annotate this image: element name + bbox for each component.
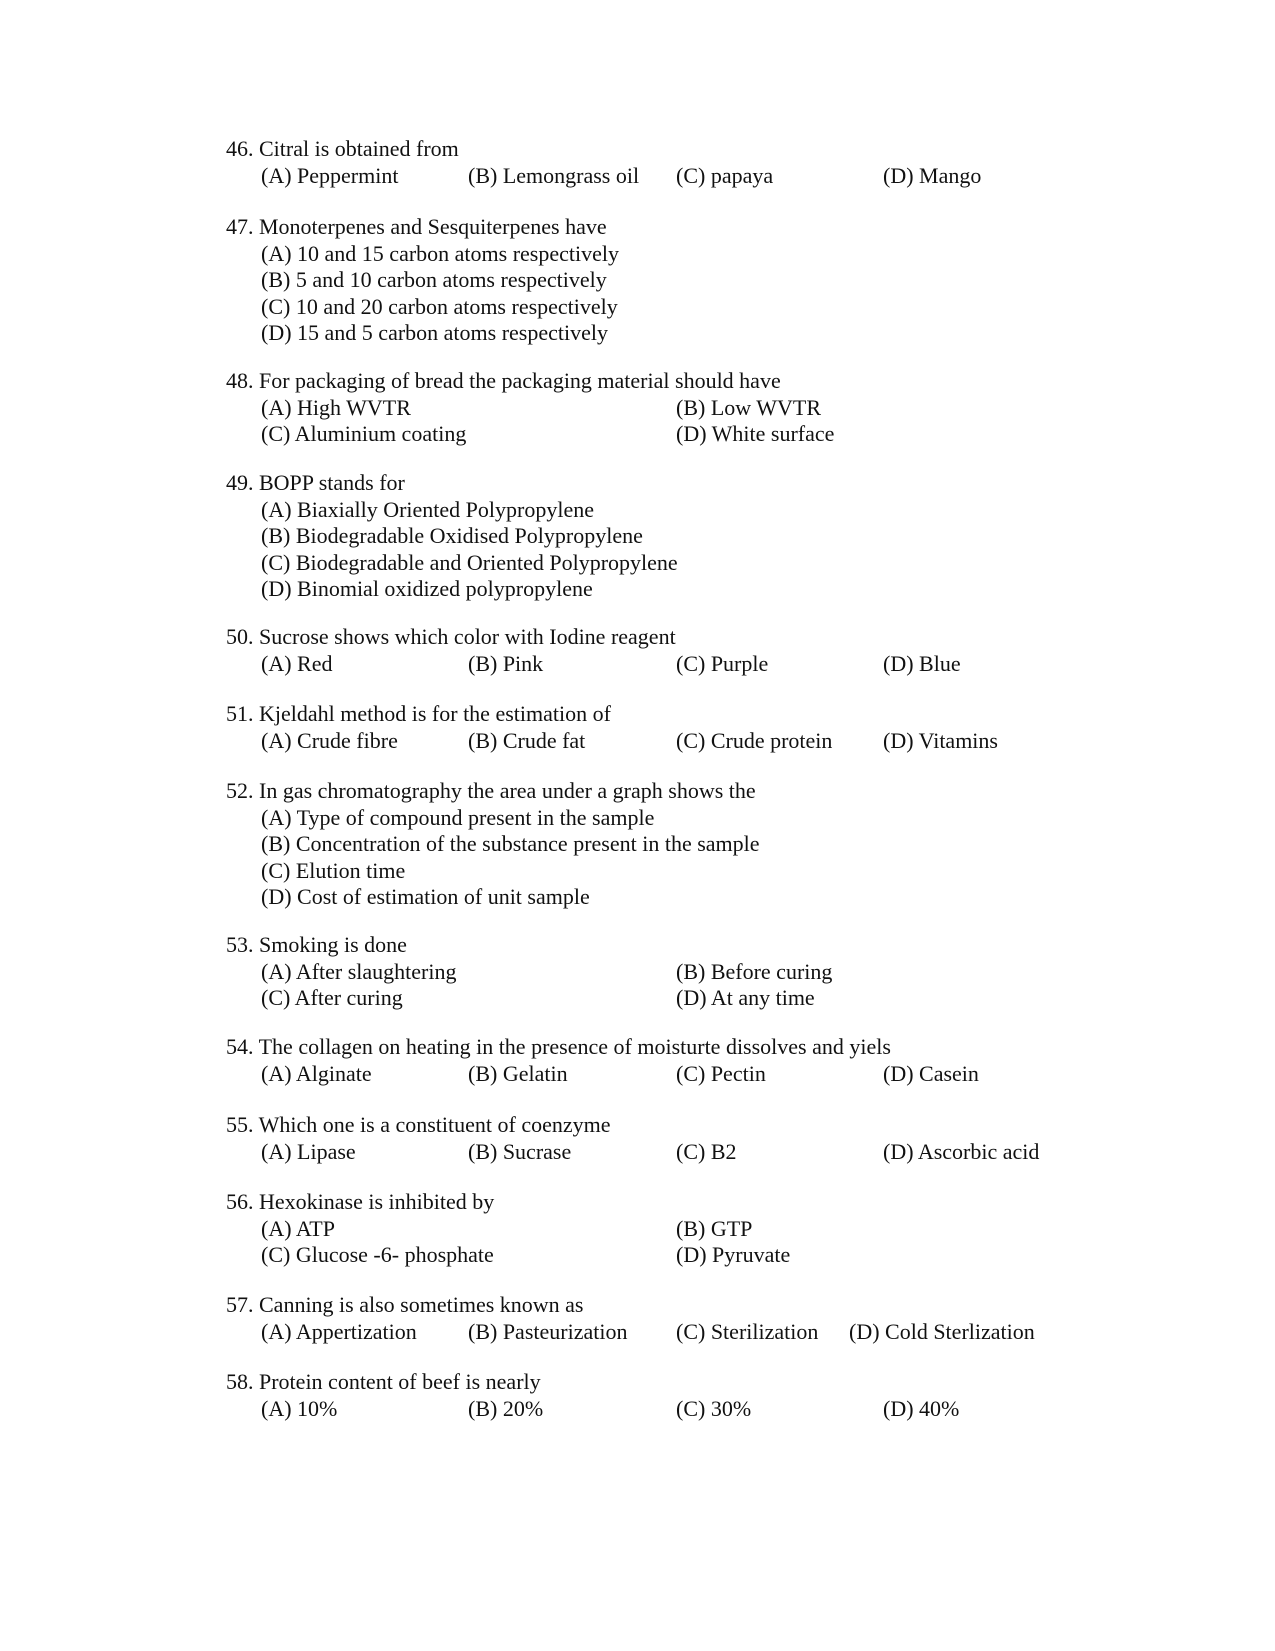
option-b: (B) Pasteurization [468,1318,628,1344]
option-a: (A) Peppermint [261,162,399,188]
option-b: (B) Biodegradable Oxidised Polypropylene [261,523,643,548]
question-50 [226,624,1126,677]
option-b: (B) 20% [468,1395,544,1421]
question-stem [226,624,1126,651]
option-d: (D) Binomial oxidized polypropylene [261,576,593,601]
question-text: Protein content of beef is nearly [259,1369,541,1394]
options-grid [261,959,1126,1012]
options-row [261,959,1126,986]
option-b: (B) Crude fat [468,727,586,753]
option-c: (C) Elution time [261,857,406,883]
option-a: (A) Biaxially Oriented Polypropylene [261,496,594,522]
options-row [261,1396,1126,1423]
question-text: Monoterpenes and Sesquiterpenes have [259,214,607,239]
question-56 [226,1189,1126,1269]
option-b: (B) Concentration of the substance present in the sample [261,831,760,856]
options-row [261,985,1126,1012]
option-a: (A) Alginate [261,1060,372,1086]
option-d: (D) White surface [676,421,835,446]
question-58 [226,1369,1126,1422]
option-a: (A) Red [261,650,333,676]
option-a: (A) Type of compound present in the sample [261,804,655,830]
option-d: (D) At any time [676,985,815,1010]
option-c: (C) 10 and 20 carbon atoms respectively [261,293,618,319]
question-53 [226,932,1126,1012]
options-row [261,163,1126,190]
options-row [261,1242,1126,1269]
question-57 [226,1292,1126,1345]
question-48 [226,368,1126,448]
option-b: (B) Before curing [676,958,833,984]
question-47 [226,214,1126,347]
option-b: (B) Pink [468,650,544,676]
options-row [261,1139,1126,1166]
options-row [261,421,1126,448]
question-text: For packaging of bread the packaging material should have [259,368,781,393]
option-c: (C) B2 [676,1138,737,1164]
question-49 [226,470,1126,603]
option-c: (C) Biodegradable and Oriented Polypropylene [261,549,678,575]
question-number: 54. [226,1034,254,1059]
question-number: 57. [226,1292,254,1317]
question-stem [226,214,1126,241]
options-grid [261,395,1126,448]
question-stem [226,778,1126,805]
question-stem [226,701,1126,728]
options-row [261,395,1126,422]
question-text: BOPP stands for [259,470,405,495]
option-d: (D) Casein [883,1060,979,1086]
option-c: (C) Crude protein [676,727,833,753]
question-text: Smoking is done [259,932,407,957]
option-b: (B) Sucrase [468,1138,572,1164]
option-c: (C) Sterilization [676,1318,819,1344]
option-d: (D) Vitamins [883,727,998,753]
option-c: (C) 30% [676,1395,752,1421]
question-stem [226,1034,1126,1061]
question-stem [226,368,1126,395]
question-stem [226,1189,1126,1216]
option-c: (C) Pectin [676,1060,766,1086]
question-number: 48. [226,368,254,393]
question-stem [226,136,1126,163]
options-row [261,1319,1126,1346]
option-c: (C) After curing [261,985,403,1010]
question-number: 51. [226,701,254,726]
options-row [261,1216,1126,1243]
question-stem [226,932,1126,959]
option-a: (A) 10 and 15 carbon atoms respectively [261,240,619,266]
question-number: 55. [226,1112,254,1137]
question-stem [226,1112,1126,1139]
option-d: (D) Cost of estimation of unit sample [261,884,590,909]
options-row [261,651,1126,678]
question-number: 58. [226,1369,254,1394]
question-number: 50. [226,624,254,649]
option-b: (B) Lemongrass oil [468,162,640,188]
question-text: Sucrose shows which color with Iodine reagent [259,624,676,649]
option-a: (A) High WVTR [261,394,411,420]
option-a: (A) Crude fibre [261,727,398,753]
question-text: In gas chromatography the area under a graph shows the [259,778,756,803]
question-text: Kjeldahl method is for the estimation of [259,701,611,726]
option-b: (B) 5 and 10 carbon atoms respectively [261,267,607,292]
option-c: (C) papaya [676,162,774,188]
option-b: (B) Low WVTR [676,394,822,420]
question-text: Which one is a constituent of coenzyme [258,1112,611,1137]
question-number: 47. [226,214,254,239]
question-stem [226,1369,1126,1396]
question-text: Citral is obtained from [259,136,459,161]
question-52 [226,778,1126,911]
question-number: 46. [226,136,254,161]
option-b: (B) GTP [676,1215,753,1241]
question-stem [226,470,1126,497]
question-number: 52. [226,778,254,803]
question-text: The collagen on heating in the presence of moisturte dissolves and yiels [258,1034,891,1059]
option-d: (D) Ascorbic acid [883,1138,1040,1164]
option-d: (D) Blue [883,650,961,676]
option-b: (B) Gelatin [468,1060,568,1086]
option-d: (D) 40% [883,1395,960,1421]
question-number: 53. [226,932,254,957]
question-55 [226,1112,1126,1165]
option-c: (C) Purple [676,650,769,676]
question-text: Hexokinase is inhibited by [259,1189,495,1214]
options-row [261,728,1126,755]
question-54 [226,1034,1126,1087]
question-51 [226,701,1126,754]
question-number: 49. [226,470,254,495]
option-a: (A) After slaughtering [261,958,457,984]
option-a: (A) 10% [261,1395,338,1421]
option-c: (C) Aluminium coating [261,421,467,446]
option-d: (D) Pyruvate [676,1242,791,1267]
option-d: (D) Mango [883,162,982,188]
option-a: (A) ATP [261,1215,335,1241]
option-d: (D) 15 and 5 carbon atoms respectively [261,320,608,345]
option-a: (A) Appertization [261,1318,417,1344]
option-a: (A) Lipase [261,1138,356,1164]
option-d: (D) Cold Sterlization [849,1318,1035,1344]
question-text: Canning is also sometimes known as [259,1292,584,1317]
question-46 [226,136,1126,189]
question-stem [226,1292,1126,1319]
options-row [261,1061,1126,1088]
options-grid [261,1216,1126,1269]
option-c: (C) Glucose -6- phosphate [261,1242,494,1267]
question-number: 56. [226,1189,254,1214]
